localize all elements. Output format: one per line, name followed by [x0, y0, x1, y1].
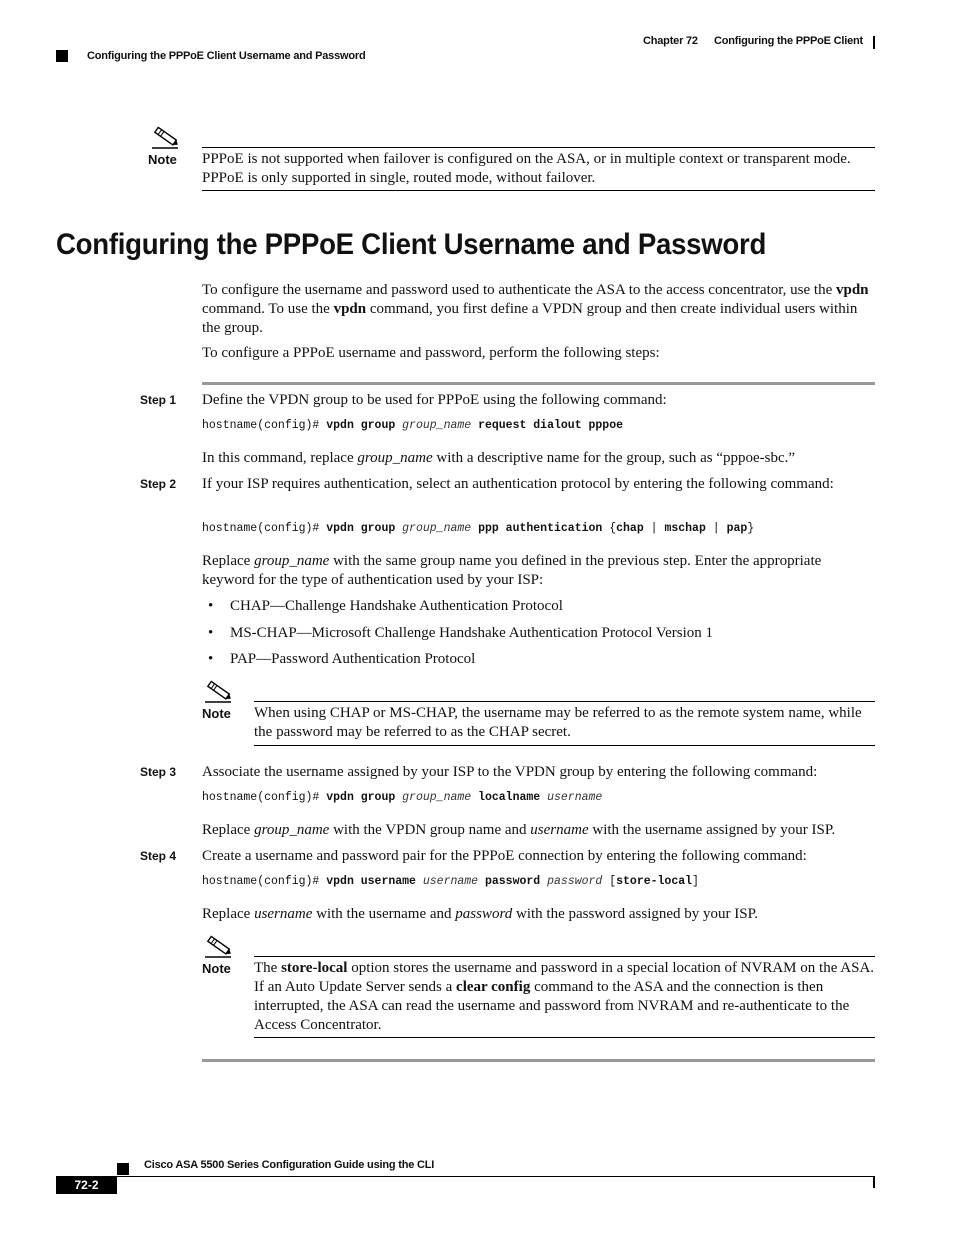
- list-item: MS-CHAP—Microsoft Challenge Handshake Authentication Protocol Version 1: [230, 625, 714, 641]
- note-text: The store-local option stores the username and password in a special location of NVRAM on the ASA. If an Auto Update Server sends a clear config command to the ASA and the connection is then interrupted, the ASA can read the username and password from NVRAM and re-authenticate to the Access Concentrator.: [254, 960, 875, 1033]
- intro-paragraph-2: To configure a PPPoE username and password, perform the following steps:: [202, 345, 660, 361]
- note-top-rule: [254, 701, 875, 702]
- bullet-dot: •: [208, 625, 214, 641]
- intro-paragraph: To configure the username and password used to authenticate the ASA to the access concentrator, use the vpdn command. To use the vpdn command, you first define a VPDN group and then create individual users within the group.: [202, 282, 869, 336]
- page-title-text: Configuring the PPPoE Client Username and Password: [56, 228, 767, 261]
- note-label: Note: [148, 152, 177, 167]
- note-top-rule: [202, 147, 875, 148]
- step-label: Step 2: [140, 477, 177, 491]
- note-top-rule: [254, 956, 875, 957]
- step-text: Define the VPDN group to be used for PPPoE using the following command:: [202, 392, 667, 408]
- page-number: 72-2: [56, 1176, 117, 1194]
- step-label: Step 4: [140, 849, 177, 863]
- command-line: hostname(config)# vpdn username username password password [store-local]: [202, 875, 699, 888]
- note-bottom-rule: [202, 190, 875, 191]
- list-item: PAP—Password Authentication Protocol: [230, 651, 476, 667]
- pencil-icon: [203, 933, 233, 964]
- note-text: When using CHAP or MS-CHAP, the username may be referred to as the remote system name, while the password may be referred to as the CHAP secret.: [254, 705, 862, 740]
- steps-bottom-rule: [202, 1059, 875, 1062]
- command-line: hostname(config)# vpdn group group_name localname username: [202, 791, 603, 804]
- step-explanation: Replace group_name with the same group name you defined in the previous step. Enter the appropriate keyword for the type of authentication used by your ISP:: [202, 553, 822, 588]
- header-section: Configuring the PPPoE Client Username and Password: [87, 50, 366, 62]
- bullet-dot: •: [208, 651, 214, 667]
- step-explanation: Replace group_name with the VPDN group name and username with the username assigned by your ISP.: [202, 822, 836, 838]
- footer-rule: [117, 1176, 875, 1177]
- note-bottom-rule: [254, 1037, 875, 1038]
- step-label: Step 3: [140, 765, 177, 779]
- page-title: [56, 228, 828, 262]
- note-text: PPPoE is not supported when failover is configured on the ASA, or in multiple context or transparent mode. PPPoE is only supported in single, routed mode, without failover.: [202, 151, 851, 186]
- header-chapter-title: Configuring the PPPoE Client: [714, 35, 864, 47]
- step-explanation: In this command, replace group_name with a descriptive name for the group, such as “pppoe-sbc.”: [202, 450, 796, 466]
- steps-top-rule: [202, 382, 875, 385]
- list-item: CHAP—Challenge Handshake Authentication Protocol: [230, 598, 563, 614]
- header-square: [56, 50, 68, 62]
- step-explanation: Replace username with the username and password with the password assigned by your ISP.: [202, 906, 759, 922]
- header-mark: [873, 36, 875, 49]
- footer-book-title: Cisco ASA 5500 Series Configuration Guide using the CLI: [144, 1159, 435, 1171]
- header-chapter: Chapter 72: [643, 35, 698, 47]
- step-label: Step 1: [140, 393, 177, 407]
- bullet-dot: •: [208, 598, 214, 614]
- note-bottom-rule: [254, 745, 875, 746]
- step-text: Associate the username assigned by your ISP to the VPDN group by entering the following command:: [202, 764, 818, 780]
- pencil-icon: [150, 124, 180, 155]
- command-line: hostname(config)# vpdn group group_name ppp authentication {chap | mschap | pap}: [202, 522, 755, 535]
- footer-square: [117, 1163, 129, 1175]
- footer-mark: [873, 1176, 875, 1188]
- command-line: hostname(config)# vpdn group group_name request dialout pppoe: [202, 419, 623, 432]
- note-label: Note: [202, 706, 231, 721]
- note-label: Note: [202, 961, 231, 976]
- step-text: Create a username and password pair for the PPPoE connection by entering the following command:: [202, 848, 807, 864]
- step-text: If your ISP requires authentication, select an authentication protocol by entering the following command:: [202, 476, 834, 492]
- pencil-icon: [203, 678, 233, 709]
